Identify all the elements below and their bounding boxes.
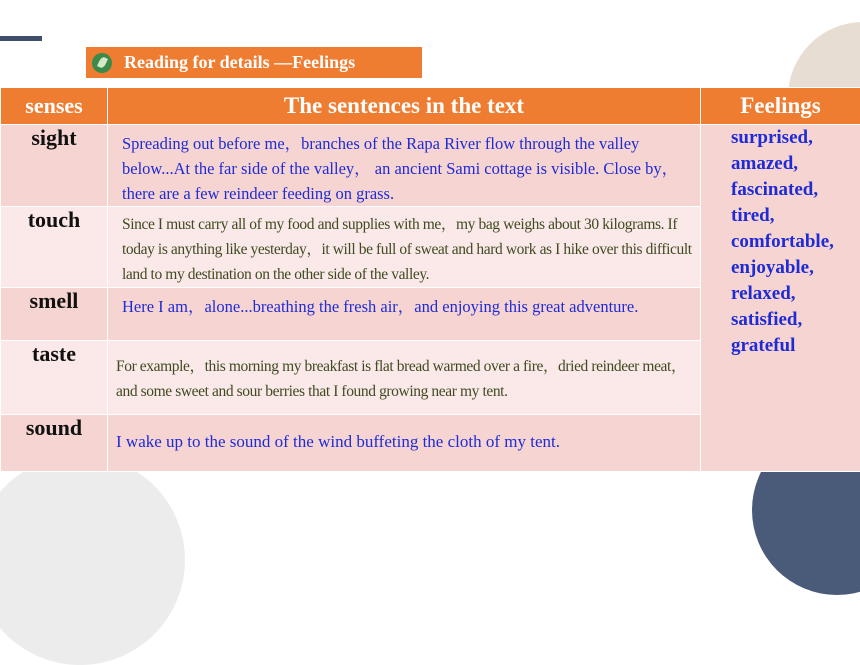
sense-label: taste bbox=[1, 341, 108, 415]
sense-label: sound bbox=[1, 415, 108, 472]
feeling-item: surprised, bbox=[731, 125, 860, 151]
feeling-item: relaxed, bbox=[731, 281, 860, 307]
section-heading bbox=[86, 47, 422, 78]
feeling-item: comfortable, bbox=[731, 229, 860, 255]
feeling-item: fascinated, bbox=[731, 177, 860, 203]
feeling-item: enjoyable, bbox=[731, 255, 860, 281]
leaf-icon bbox=[92, 53, 112, 73]
sentence-text: Spreading out before me，branches of the Rapa River flow through the valley below...At the far side of the valley， an ancient Sami cottage is visible. Close by，there are a few reindeer feeding on grass. bbox=[108, 125, 701, 207]
decorative-circle-bottom-left bbox=[0, 455, 185, 665]
feelings-list bbox=[701, 125, 860, 359]
senses-table bbox=[0, 87, 860, 472]
header-sentences: The sentences in the text bbox=[108, 88, 701, 125]
sentence-text: For example，this morning my breakfast is flat bread warmed over a fire，dried reindeer meat， and some sweet and sour berries that I found growing near my tent. bbox=[108, 341, 701, 415]
sense-label: sight bbox=[1, 125, 108, 207]
sentence-text: I wake up to the sound of the wind buffeting the cloth of my tent. bbox=[108, 415, 701, 472]
header-senses: senses bbox=[1, 88, 108, 125]
sense-label: touch bbox=[1, 207, 108, 288]
feeling-item: satisfied, bbox=[731, 307, 860, 333]
sentence-text: Since I must carry all of my food and supplies with me，my bag weighs about 30 kilograms. If today is anything like yesterday，it will be full of sweat and hard work as I hike over this difficult land to my destination on the other side of the valley. bbox=[108, 207, 701, 288]
sentence-text: Here I am，alone...breathing the fresh air，and enjoying this great adventure. bbox=[108, 288, 701, 341]
feeling-item: tired, bbox=[731, 203, 860, 229]
table-row bbox=[1, 125, 860, 207]
section-heading-text: Reading for details —Feelings bbox=[124, 52, 355, 73]
feelings-cell bbox=[701, 125, 860, 472]
feeling-item: amazed, bbox=[731, 151, 860, 177]
sense-label: smell bbox=[1, 288, 108, 341]
table-header-row bbox=[1, 88, 860, 125]
decorative-bar bbox=[0, 36, 42, 41]
feeling-item: grateful bbox=[731, 333, 860, 359]
header-feelings: Feelings bbox=[701, 88, 860, 125]
